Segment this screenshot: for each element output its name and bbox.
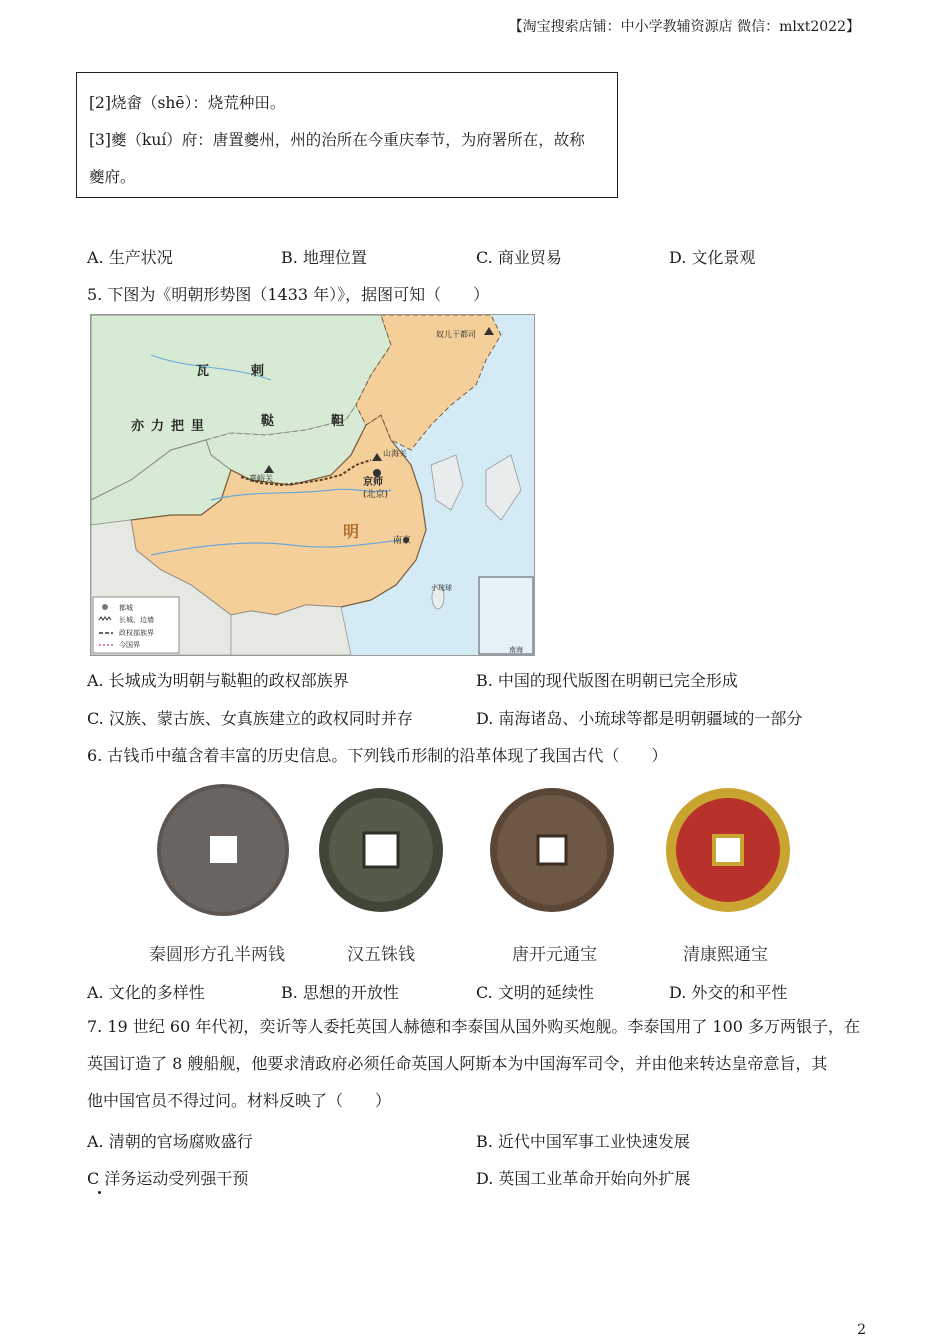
map-label-nuergan: 奴儿干都司 [436,330,476,339]
map-label-capital-beijing: (北京) [363,490,389,500]
page-number: 2 [857,1322,866,1338]
map-label-xiaoliuqiu: 小琉球 [431,584,452,592]
q7-line-2: 英国订造了 8 艘船舰，他要求清政府必须任命英国人阿斯本为中国海军司令，并由他来转达皇帝意旨，其 [87,1054,828,1073]
q7-line-3: 他中国官员不得过问。材料反映了（ ） [87,1091,392,1110]
map-label-wala-1: 瓦 [196,364,210,379]
map-label-jiayu: 嘉峪关 [249,474,273,483]
q4-option-c[interactable]: C. 商业贸易 [476,248,562,267]
map-label-capital: 京师 [363,477,383,488]
coin-label-tang: 唐开元通宝 [512,945,597,965]
legend-label-capital: 都城 [119,604,133,612]
map-label-bal-3: 把 [171,419,185,434]
q4-option-a[interactable]: A. 生产状况 [87,248,173,267]
q7-stem [87,1008,867,1119]
map-label-wala-2: 剌 [251,364,265,379]
q4-option-d[interactable]: D. 文化景观 [669,248,756,267]
coin-han-icon [319,788,443,912]
legend-label-border: 今国界 [119,641,140,649]
header-note: 【淘宝搜索店铺：中小学教辅资源店 微信：mlxt2022】 [508,19,860,35]
map-label-nanjing: 南京 [393,536,412,546]
q5-option-d[interactable]: D. 南海诸岛、小琉球等都是明朝疆域的一部分 [476,709,803,728]
q7-option-d[interactable]: D. 英国工业革命开始向外扩展 [476,1169,691,1188]
note-line-3: 夔府。 [89,168,136,186]
q6-option-c[interactable]: C. 文明的延续性 [476,983,594,1002]
map-label-tatar-2: 靼 [331,414,345,429]
q6-option-d[interactable]: D. 外交的和平性 [669,983,788,1002]
stray-dot [98,1191,101,1194]
map-label-nanhai: 南海 [509,646,523,654]
q7-option-c[interactable]: C 洋务运动受列强干预 [87,1169,249,1188]
q5-stem: 5. 下图为《明朝形势图（1433 年）》，据图可知（ ） [87,285,490,304]
q7-option-b[interactable]: B. 近代中国军事工业快速发展 [476,1132,690,1151]
q6-option-a[interactable]: A. 文化的多样性 [87,983,205,1002]
map-label-shanhai: 山海关 [383,449,407,458]
coin-qing-icon [666,788,790,912]
q4-option-b[interactable]: B. 地理位置 [281,248,367,267]
coin-qin-icon [157,784,289,916]
map-label-bal-4: 里 [191,419,205,434]
map-label-bal-1: 亦 [131,419,145,434]
q5-option-c[interactable]: C. 汉族、蒙古族、女真族建立的政权同时并存 [87,709,413,728]
note-line-2: [3]夔（kuí）府：唐置夔州，州的治所在今重庆奉节，为府署所在，故称 [89,131,585,149]
q6-option-b[interactable]: B. 思想的开放性 [281,983,399,1002]
q7-option-a[interactable]: A. 清朝的官场腐败盛行 [87,1132,253,1151]
coin-label-qing: 清康熙通宝 [683,945,768,965]
ming-dynasty-map [90,314,535,656]
coin-label-han: 汉五铢钱 [347,945,415,965]
q5-option-a[interactable]: A. 长城成为明朝与鞑靼的政权部族界 [87,671,349,690]
note-line-1: [2]烧畲（shē）：烧荒种田。 [89,94,286,112]
map-label-tatar-1: 鞑 [261,414,275,429]
coin-label-qin: 秦圆形方孔半两钱 [149,945,285,965]
map-label-ming: 明 [343,522,360,541]
coin-tang-icon [490,788,614,912]
q6-stem: 6. 古钱币中蕴含着丰富的历史信息。下列钱币形制的沿革体现了我国古代（ ） [87,746,668,765]
q5-option-b[interactable]: B. 中国的现代版图在明朝已完全形成 [476,671,738,690]
legend-label-wall: 长城、边墙 [119,616,154,624]
map-label-bal-2: 力 [151,419,165,434]
annotation-box [76,72,618,198]
coins-illustration [150,778,810,928]
q7-line-1: 7. 19 世纪 60 年代初，奕䜣等人委托英国人赫德和李泰国从国外购买炮舰。李泰国用了 100 多万两银子，在 [87,1017,861,1036]
legend-label-boundary: 政权部族界 [119,629,154,637]
